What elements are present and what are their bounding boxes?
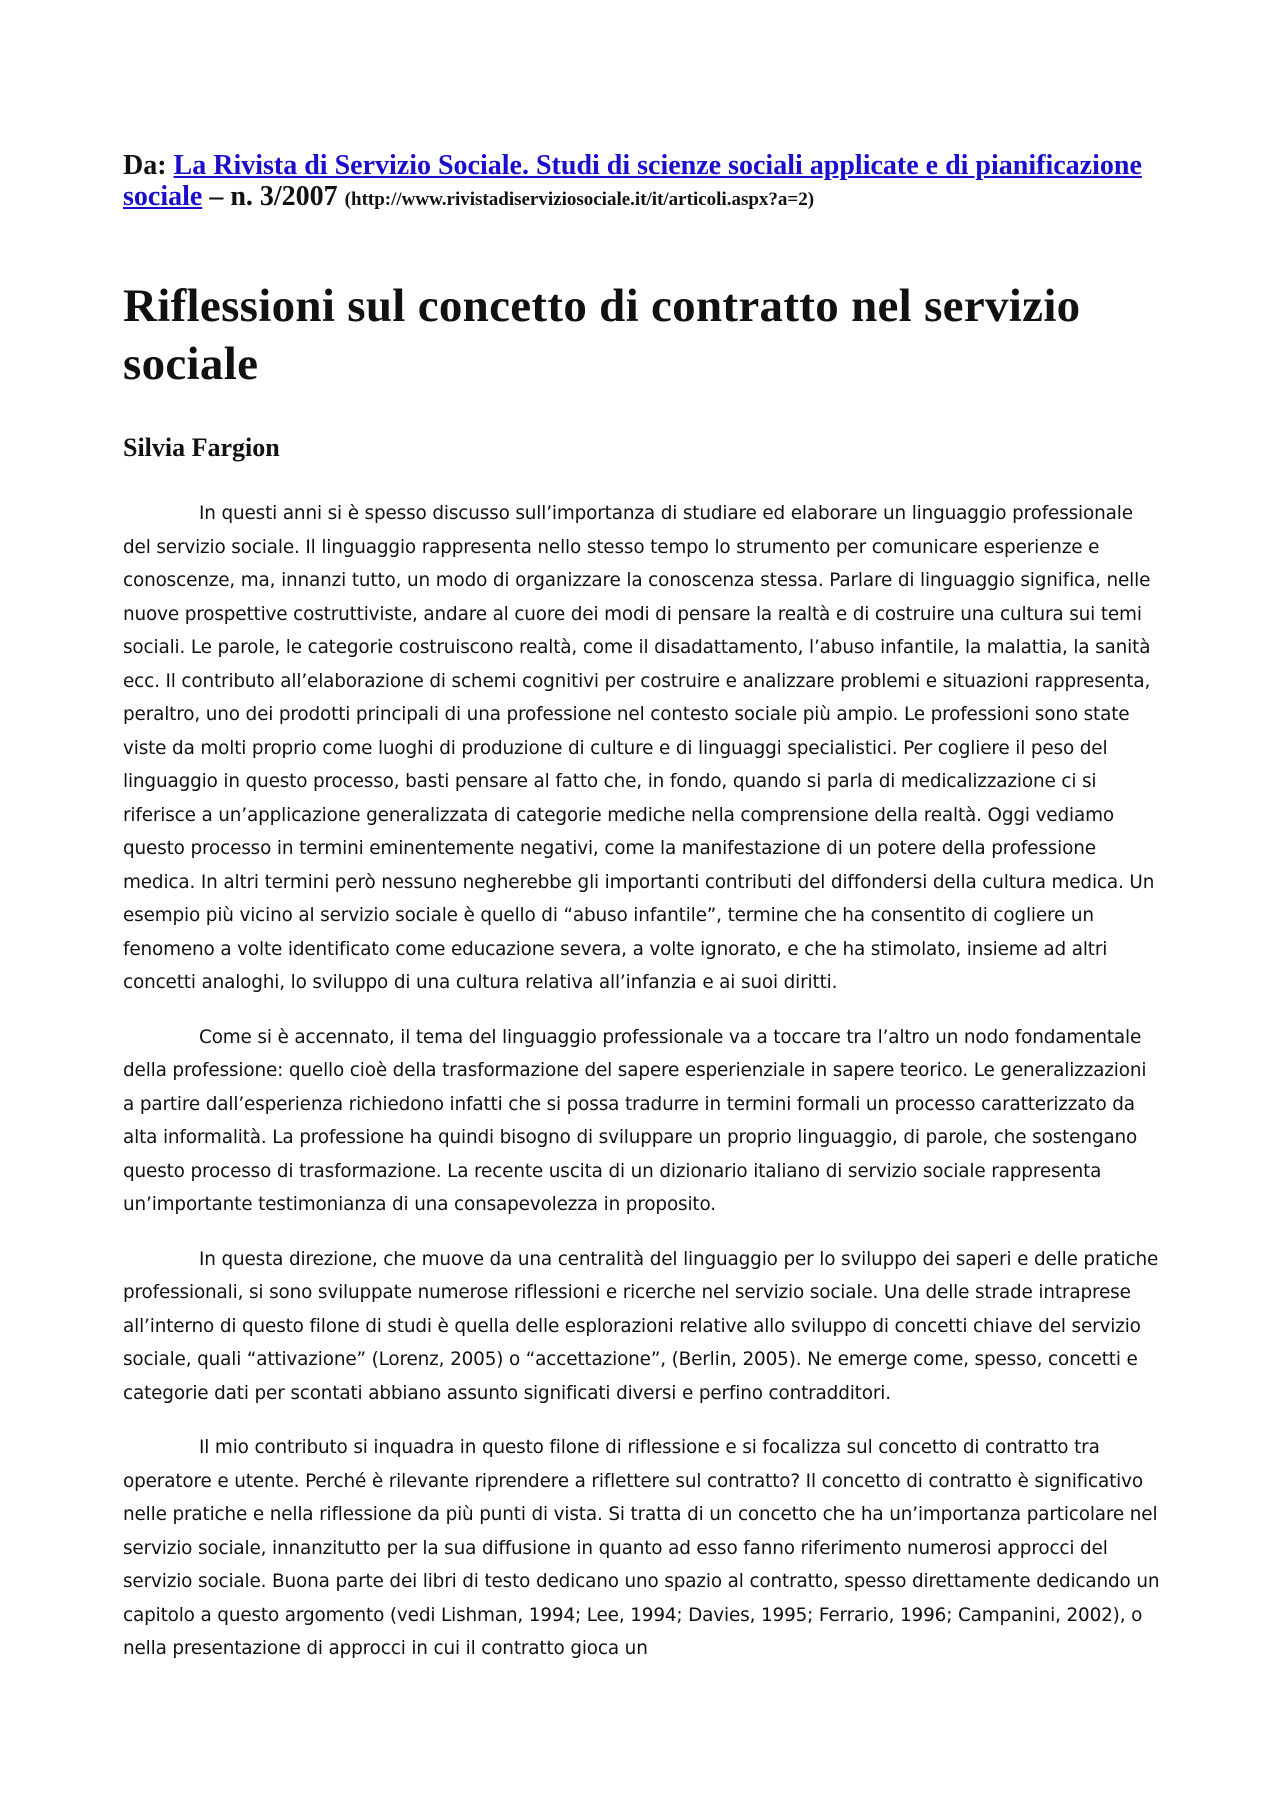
source-citation — [123, 150, 1163, 215]
article-title: Riflessioni sul concetto di contratto nel servizio sociale — [123, 280, 1081, 390]
paragraph: Il mio contributo si inquadra in questo filone di riflessione e si focalizza sul concetto di contratto tra operatore e utente. Perché è rilevante riprendere a riflettere sul contratto? Il concetto di contratto è significativo nelle pratiche e nella riflessione da più punti di vista. Si tratta di un concetto che ha un’importanza particolare nel servizio sociale, innanzitutto per la sua diffusione in quanto ad esso fanno riferimento numerosi approcci del servizio sociale. Buona parte dei libri di testo dedicano uno spazio al contratto, spesso direttamente dedicando un capitolo a questo argomento (vedi Lishman, 1994; Lee, 1994; Davies, 1995; Ferrario, 1996; Campanini, 2002), o nella presentazione di approcci in cui il contratto gioca un — [123, 1437, 1160, 1659]
paragraph: In questa direzione, che muove da una centralità del linguaggio per lo sviluppo dei saperi e delle pratiche professionali, si sono sviluppate numerose riflessioni e ricerche nel servizio sociale. Una delle strade intraprese all’interno di questo filone di studi è quella delle esplorazioni relative allo sviluppo di concetti chiave del servizio sociale, quali “attivazione” (Lorenz, 2005) o “accettazione”, (Berlin, 2005). Ne emerge come, spesso, concetti e categorie dati per scontati abbiano assunto significati diversi e perfino contradditori. — [123, 1248, 1159, 1404]
paragraph: Come si è accennato, il tema del linguaggio professionale va a toccare tra l’altro un nodo fondamentale della professione: quello cioè della trasformazione del sapere esperienziale in sapere teorico. Le generalizzazioni a partire dall’esperienza richiedono infatti che si possa tradurre in termini formali un processo caratterizzato da alta informalità. La professione ha quindi bisogno di sviluppare un proprio linguaggio, di parole, che sostengano questo processo di trasformazione. La recente uscita di un dizionario italiano di servizio sociale rappresenta un’importante testimonianza di una consapevolezza in proposito. — [123, 1026, 1147, 1215]
source-url: (http://www.rivistadiserviziosociale.it/it/articoli.aspx?a=2) — [344, 189, 815, 210]
journal-link[interactable]: La Rivista di Servizio Sociale. Studi di scienze sociali applicate e di pianificazione sociale — [123, 150, 1142, 212]
document-page — [123, 150, 1163, 1687]
article-author: Silvia Fargion — [123, 433, 280, 462]
article-body — [123, 497, 1163, 1666]
source-prefix: Da: — [123, 150, 167, 181]
issue-number: – n. 3/2007 — [209, 181, 338, 212]
paragraph: In questi anni si è spesso discusso sull’importanza di studiare ed elaborare un linguaggio professionale del servizio sociale. Il linguaggio rappresenta nello stesso tempo lo strumento per comunicare esperienze e conoscenze, ma, innanzi tutto, un modo di organizzare la conoscenza stessa. Parlare di linguaggio significa, nelle nuove prospettive costruttiviste, andare al cuore dei modi di pensare la realtà e di costruire una cultura sui temi sociali. Le parole, le categorie costruiscono realtà, come il disadattamento, l’abuso infantile, la malattia, la sanità ecc. Il contributo all’elaborazione di schemi cognitivi per costruire e analizzare problemi e situazioni rappresenta, peraltro, uno dei prodotti principali di una professione nel contesto sociale più ampio. Le professioni sono state viste da molti proprio come luoghi di produzione di culture e di linguaggi specialistici. Per cogliere il peso del linguaggio in questo processo, basti pensare al fatto che, in fondo, quando si parla di medicalizzazione ci si riferisce a un’applicazione generalizzata di categorie mediche nella comprensione della realtà. Oggi vediamo questo processo in termini eminentemente negativi, come la manifestazione di un potere della professione medica. In altri termini però nessuno negherebbe gli importanti contributi del diffondersi della cultura medica. Un esempio più vicino al servizio sociale è quello di “abuso infantile”, termine che ha consentito di cogliere un fenomeno a volte identificato come educazione severa, a volte ignorato, e che ha stimolato, insieme ad altri concetti analoghi, lo sviluppo di una cultura relativa all’infanzia e ai suoi diritti. — [123, 503, 1155, 993]
